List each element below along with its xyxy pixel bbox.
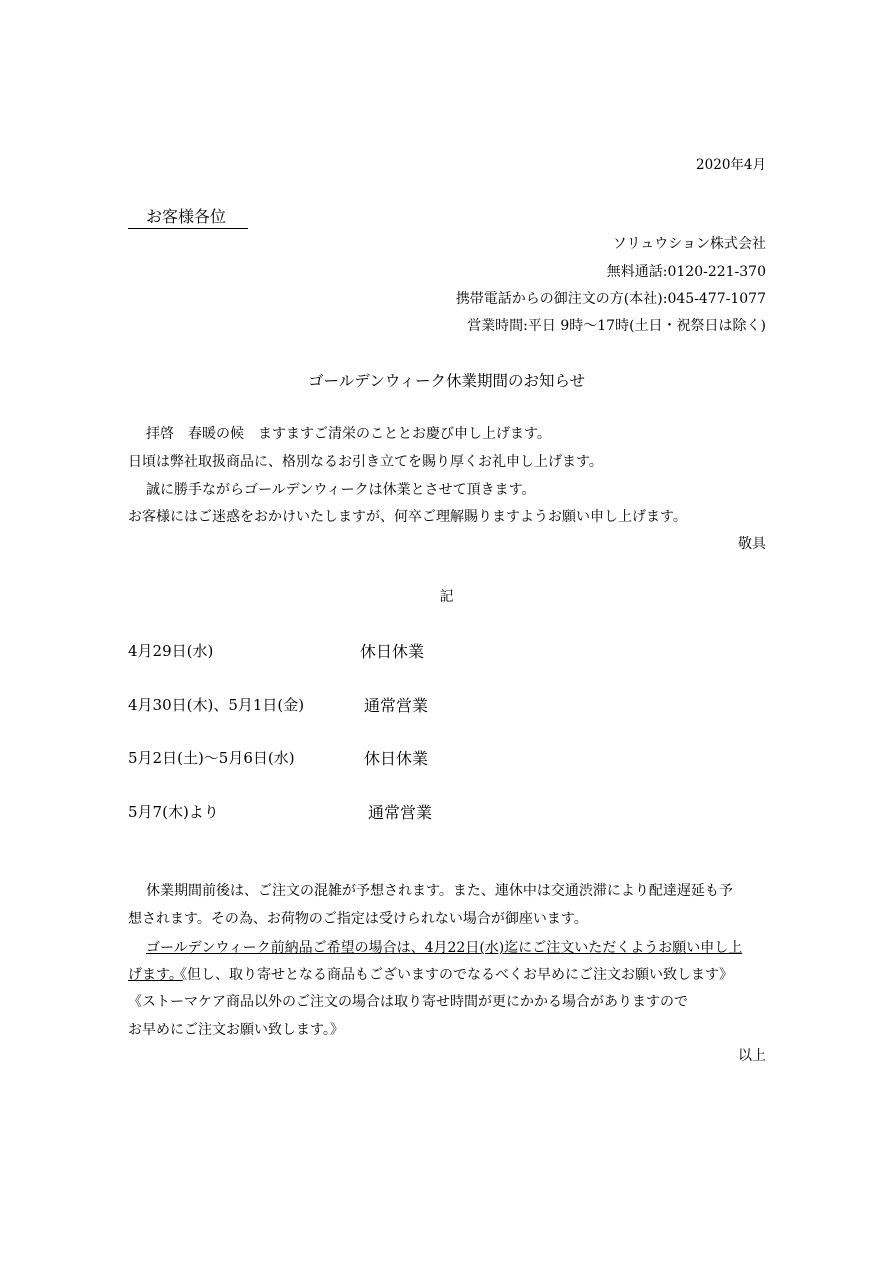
greeting-line: お客様にはご迷惑をおかけいたしますが、何卒ご理解賜りますようお願い申し上げます。 <box>128 509 687 525</box>
note-line: お早めにご注文お願い致します。》 <box>128 1022 344 1038</box>
note-line: 休業期間前後は、ご注文の混雑が予想されます。また、連休中は交通渋滞により配達遅延も予 <box>146 883 733 899</box>
business-hours: 営業時間:平日 9時〜17時(土日・祝祭日は除く) <box>467 318 766 334</box>
ki-heading: 記 <box>439 589 454 605</box>
schedule-date: 4月29日(水) <box>128 642 214 660</box>
schedule-status: 通常営業 <box>364 696 429 715</box>
greeting-closing: 敬具 <box>738 536 766 552</box>
mobile-order-number: 携帯電話からの御注文の方(本社):045-477-1077 <box>455 291 766 307</box>
notice-title: ゴールデンウィーク休業期間のお知らせ <box>308 372 585 390</box>
company-name: ソリュウション株式会社 <box>612 236 766 252</box>
note-line-underlined: げます。 <box>128 967 183 983</box>
document-date: 2020年4月 <box>696 157 766 173</box>
free-call-number: 無料通話:0120-221-370 <box>606 264 766 280</box>
schedule-date: 4月30日(木)、5月1日(金) <box>128 696 305 714</box>
note-line: 《但し、取り寄せとなる商品もございますのでなるべくお早めにご注文お願い致します》 <box>173 967 733 983</box>
greeting-line: 日頃は弊社取扱商品に、格別なるお引き立てを賜り厚くお礼申し上げます。 <box>128 454 603 470</box>
document-end: 以上 <box>738 1048 766 1064</box>
note-line: 《ストーマケア商品以外のご注文の場合は取り寄せ時間が更にかかる場合がありますので <box>128 994 688 1010</box>
schedule-date: 5月7(木)より <box>128 803 219 821</box>
schedule-status: 通常営業 <box>368 803 433 822</box>
recipient-heading: お客様各位 <box>128 206 248 229</box>
greeting-line: 誠に勝手ながらゴールデンウィークは休業とさせて頂きます。 <box>146 482 536 498</box>
note-line: 想されます。その為、お荷物のご指定は受けられない場合が御座います。 <box>128 911 588 927</box>
schedule-date: 5月2日(土)〜5月6日(水) <box>128 749 295 767</box>
schedule-status: 休日休業 <box>360 642 425 661</box>
schedule-status: 休日休業 <box>364 749 429 768</box>
greeting-line: 拝啓 春暖の候 ますますご清栄のこととお慶び申し上げます。 <box>146 426 551 442</box>
note-line-underlined: ゴールデンウィーク前納品ご希望の場合は、4月22日(水)迄にご注文いただくようお願い申し上 <box>146 940 743 956</box>
